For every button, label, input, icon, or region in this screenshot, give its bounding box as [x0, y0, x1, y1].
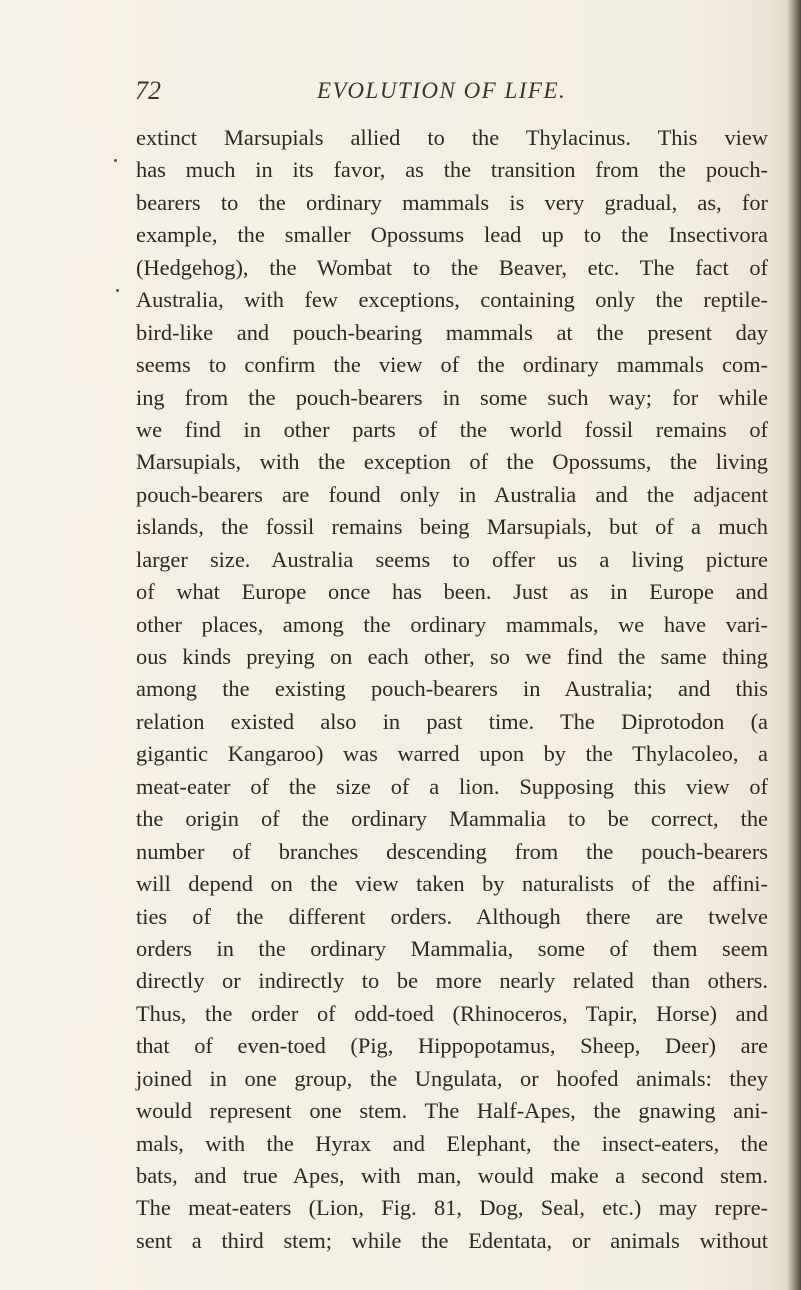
- text-line: bearers to the ordinary mammals is very gradual, as, for: [136, 189, 768, 215]
- text-line: sent a third stem; while the Edentata, or animals without: [136, 1227, 768, 1253]
- text-line: islands, the fossil remains being Marsupials, but of a much: [136, 514, 768, 540]
- text-line: mals, with the Hyrax and Elephant, the insect-eaters, the: [136, 1130, 768, 1156]
- text-line: we find in other parts of the world fossil remains of: [136, 416, 768, 442]
- text-line: bats, and true Apes, with man, would make a second stem.: [136, 1163, 768, 1188]
- text-line: gigantic Kangaroo) was warred upon by the Thylacoleo, a: [136, 741, 768, 767]
- text-line: The meat-eaters (Lion, Fig. 81, Dog, Seal, etc.) may repre-: [136, 1195, 768, 1221]
- text-line: ing from the pouch-bearers in some such way; for while: [136, 384, 768, 410]
- text-line: Marsupials, with the exception of the Opossums, the living: [136, 449, 768, 475]
- text-line: relation existed also in past time. The Diprotodon (a: [136, 708, 768, 734]
- text-line: has much in its favor, as the transition from the pouch-: [136, 157, 768, 183]
- text-line: seems to confirm the view of the ordinary mammals com-: [136, 352, 768, 378]
- text-line: would represent one stem. The Half-Apes, the gnawing ani-: [136, 1098, 768, 1124]
- running-title: EVOLUTION OF LIFE.: [317, 78, 567, 103]
- body-paragraph: [136, 122, 768, 1257]
- text-line: Australia, with few exceptions, containing only the reptile-: [136, 287, 768, 313]
- text-line: Thus, the order of odd-toed (Rhinoceros, Tapir, Horse) and: [136, 1000, 768, 1026]
- text-line: (Hedgehog), the Wombat to the Beaver, etc. The fact of: [136, 254, 768, 280]
- margin-speck: [116, 289, 119, 292]
- text-line: joined in one group, the Ungulata, or hoofed animals: they: [136, 1065, 768, 1091]
- text-line: will depend on the view taken by naturalists of the affini-: [136, 871, 768, 897]
- text-line: the origin of the ordinary Mammalia to be correct, the: [136, 806, 768, 832]
- text-line: other places, among the ordinary mammals, we have vari-: [136, 611, 768, 637]
- text-line: that of even-toed (Pig, Hippopotamus, Sheep, Deer) are: [136, 1033, 768, 1059]
- page-number: 72: [135, 76, 161, 105]
- running-head: [135, 76, 595, 110]
- margin-speck: [114, 159, 117, 162]
- text-line: number of branches descending from the pouch-bearers: [136, 838, 768, 864]
- text-line: among the existing pouch-bearers in Australia; and this: [136, 676, 768, 702]
- text-line: extinct Marsupials allied to the Thylacinus. This view: [136, 125, 768, 150]
- text-line: of what Europe once has been. Just as in Europe and: [136, 579, 768, 605]
- text-line: example, the smaller Opossums lead up to the Insectivora: [136, 222, 768, 248]
- text-line: meat-eater of the size of a lion. Supposing this view of: [136, 773, 768, 799]
- text-line: ties of the different orders. Although there are twelve: [136, 903, 768, 929]
- text-line: larger size. Australia seems to offer us a living picture: [136, 546, 768, 572]
- text-line: pouch-bearers are found only in Australia and the adjacent: [136, 481, 768, 507]
- text-line: directly or indirectly to be more nearly related than others.: [136, 968, 768, 994]
- page-edge-shadow: [787, 0, 801, 1290]
- text-line: ous kinds preying on each other, so we find the same thing: [136, 644, 768, 669]
- text-line: bird-like and pouch-bearing mammals at the present day: [136, 319, 768, 345]
- text-line: orders in the ordinary Mammalia, some of them seem: [136, 935, 768, 961]
